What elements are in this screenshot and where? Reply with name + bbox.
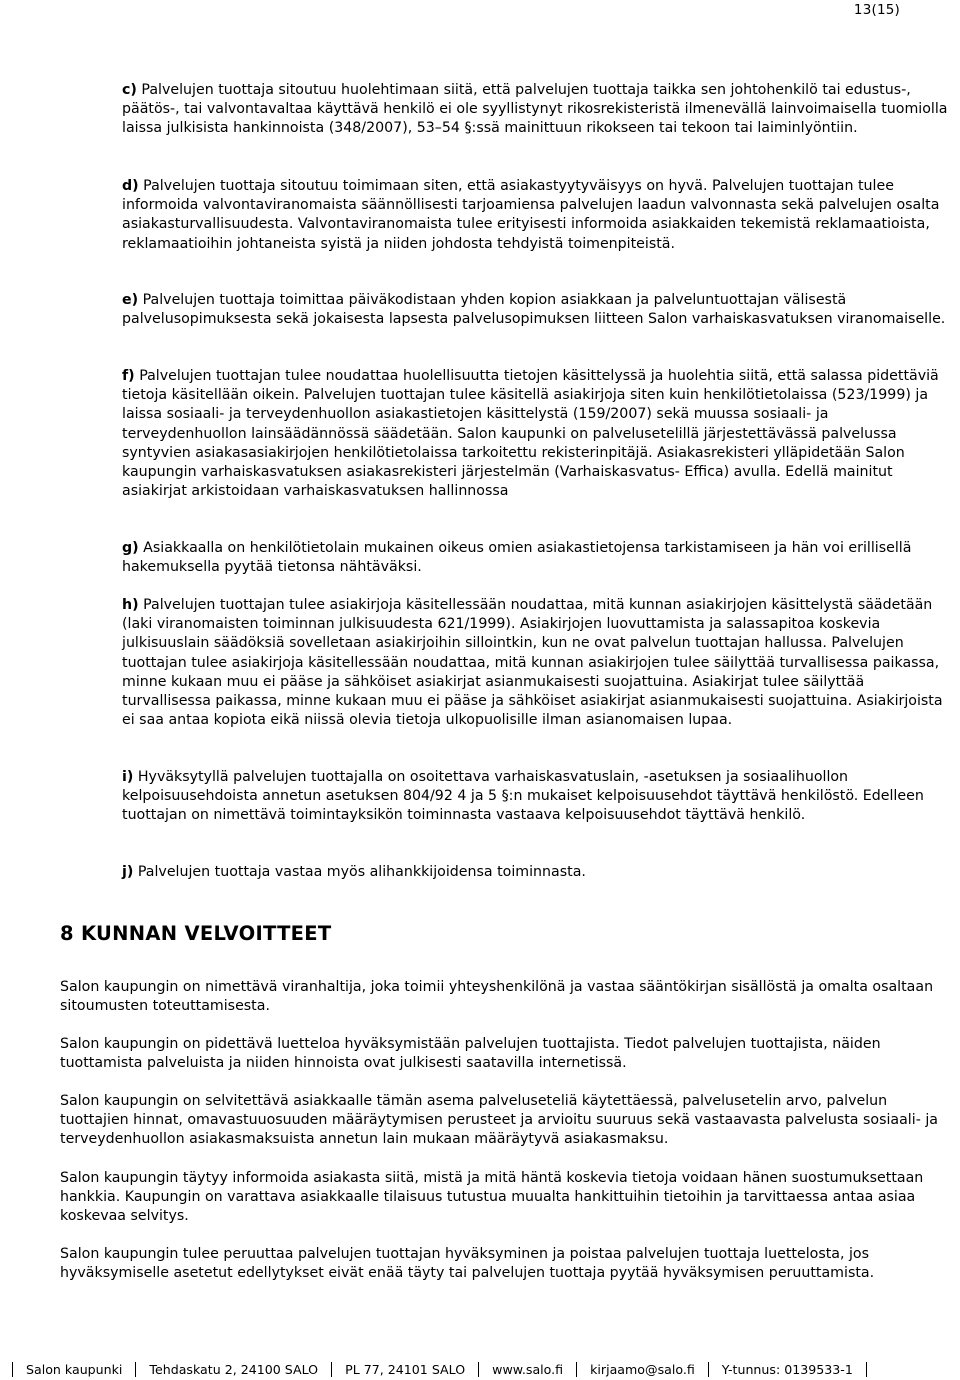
item-label: f)	[122, 368, 135, 384]
section-paragraph: Salon kaupungin täytyy informoida asiakasta siitä, mistä ja mitä häntä koskevia tietoja voidaan hänen suostumuksettaan hankkia. Kaupungin on varattava asiakkaalle tilaisuus tutustua muualta hankittuihin tietoihin ja tarvittaessa antaa asiaa koskevaa selvitys.	[60, 1170, 924, 1225]
section-paragraph: Salon kaupungin tulee peruuttaa palvelujen tuottajan hyväksyminen ja poistaa palvelujen tuottaja luettelosta, jos hyväksymiselle asetetut edellytykset eivät enää täyty tai palvelujen tuottaja pyytää hyväksymisen peruuttamista.	[60, 1246, 875, 1282]
item-label: j)	[122, 864, 134, 880]
item-text: Asiakkaalla on henkilötietolain mukainen oikeus omien asiakastietojensa tarkistamiseen ja hän voi erillisellä hakemuksella pyytää tietonsa nähtäväksi.	[122, 540, 912, 576]
section-heading: 8 KUNNAN VELVOITTEET	[60, 922, 332, 945]
item-text: Palvelujen tuottaja sitoutuu toimimaan siten, että asiakastyytyväisyys on hyvä. Palvelujen tuottajan tulee informoida valvontaviranomaista säännöllisesti tarjoamiensa palvelujen laadun valvonnasta sekä palvelujen osalta asiakasturvallisuudesta. Valvontaviranomaista tulee erityisesti informoida asiakkaiden tekemistä reklamaatioista, reklamaatioihin johtaneista syistä ja niiden johdosta tehdyistä toimenpiteistä.	[122, 178, 940, 252]
item-label: d)	[122, 178, 139, 194]
footer-divider	[866, 1362, 867, 1377]
item-text: Palvelujen tuottaja toimittaa päiväkodistaan yhden kopion asiakkaan ja palveluntuottajan välisestä palvelusopimuksesta sekä jokaisesta lapsesta palvelusopimuksen liitteen Salon varhaiskasvatuksen viranomaiselle.	[122, 292, 946, 328]
item-text: Hyväksytyllä palvelujen tuottajalla on osoitettava varhaiskasvatuslain, -asetuksen ja sosiaalihuollon kelpoisuusehdoista annetun asetuksen 804/92 4 ja 5 §:n mukaiset kelpoisuusehdot täyttävä henkilöstö. Edelleen tuottajan on nimettävä toimintayksikön toiminnasta vastaava kelpoisuusehdot täyttävä henkilö.	[122, 769, 924, 824]
item-text: Palvelujen tuottaja sitoutuu huolehtimaan siitä, että palvelujen tuottaja taikka sen johtohenkilö tai edustus-, päätös-, tai valvontavaltaa käyttävä henkilö ei ole syyllistynyt rikosrekisteristä ilmenevällä lainvoimaisella tuomiolla laissa julkisista hankinnoista (348/2007), 53–54 §:ssä mainittuun rikokseen tai tekoon tai laiminlyöntiin.	[122, 82, 948, 137]
item-label: e)	[122, 292, 139, 308]
item-e	[122, 291, 952, 329]
footer-divider	[331, 1362, 332, 1377]
item-d	[122, 177, 952, 254]
item-i	[122, 768, 952, 826]
page-footer	[0, 1358, 960, 1380]
footer-divider	[478, 1362, 479, 1377]
item-h	[122, 596, 952, 730]
footer-business-id: Y-tunnus: 0139533-1	[721, 1361, 853, 1377]
item-c	[122, 81, 952, 139]
footer-divider	[12, 1362, 13, 1377]
footer-website: www.salo.fi	[492, 1361, 564, 1377]
footer-divider	[708, 1362, 709, 1377]
item-label: h)	[122, 597, 139, 613]
item-label: g)	[122, 540, 139, 556]
item-g	[122, 539, 952, 577]
footer-divider	[135, 1362, 136, 1377]
footer-po-box: PL 77, 24101 SALO	[345, 1361, 466, 1377]
section-paragraph: Salon kaupungin on selvitettävä asiakkaalle tämän asema palveluseteliä käytettäessä, palvelusetelin arvo, palvelun tuottajien hinnat, omavastuuosuuden määräytymisen perusteet ja arvioitu suuruus sekä vastaavasta palvelusta sosiaali- ja terveydenhuollon asiakasmaksuista annetun lain mukaan määräytyvä asiakasmaksu.	[60, 1093, 938, 1148]
page-number: 13(15)	[853, 2, 900, 18]
item-f	[122, 367, 952, 501]
footer-street-address: Tehdaskatu 2, 24100 SALO	[149, 1361, 319, 1377]
section-paragraph: Salon kaupungin on nimettävä viranhaltija, joka toimii yhteyshenkilönä ja vastaa sääntökirjan sisällöstä ja omalta osaltaan sitoumusten toteuttamisesta.	[60, 979, 934, 1015]
item-label: c)	[122, 82, 137, 98]
footer-divider	[576, 1362, 577, 1377]
item-text: Palvelujen tuottajan tulee asiakirjoja käsitellessään noudattaa, mitä kunnan asiakirjojen käsittelystä säädetään (laki viranomaisten toiminnan julkisuudesta 621/1999). Asiakirjojen luovuttamista ja salassapitoa koskevia julkisuuslain säädöksiä sovelletaan asiakirjoihin sillointkin, kun ne ovat palvelun tuottajan hallussa. Palvelujen tuottajan tulee asiakirjoja käsitellessään noudattaa, mitä kunnan asiakirjojen tulee säilyttää turvallisessa paikassa, minne kukaan muu ei pääse ja sähköiset asiakirjat asianmukaisesti suojattuina. Asiakirjat tulee säilyttää turvallisessa paikassa, minne kukaan muu ei pääse ja sähköiset asiakirjat asianmukaisesti suojattuina. Asiakirjoista ei saa antaa kopiota eikä niissä olevia tietoja ulkopuolisille ilman asianomaisen lupaa.	[122, 597, 943, 729]
item-text: Palvelujen tuottajan tulee noudattaa huolellisuutta tietojen käsittelyssä ja huolehtia siitä, että salassa pidettäviä tietoja käsitellään oikein. Palvelujen tuottajan tulee käsitellä asiakirjoja siten kuin henkilötietolaissa (523/1999) ja laissa sosiaali- ja terveydenhuollon asiakastietojen käsittelystä (159/2007) sekä muussa sosiaali- ja terveydenhuollon lainsäädännössä säädetään. Salon kaupunki on palvelusetelillä järjestettävässä palvelussa syntyvien asiakasasiakirjojen henkilötietolaissa tarkoitettu rekisterinpitäjä. Asiakasrekisteri ylläpidetään Salon kaupungin varhaiskasvatuksen asiakasrekisteri järjestelmän (Varhaiskasvatus- Effica) avulla. Edellä mainitut asiakirjat arkistoidaan varhaiskasvatuksen hallinnossa	[122, 368, 939, 500]
section-paragraph: Salon kaupungin on pidettävä luetteloa hyväksymistään palvelujen tuottajista. Tiedot palvelujen tuottajista, näiden tuottamista palveluista ja niiden hinnoista ovat julkisesti saatavilla internetissä.	[60, 1036, 881, 1072]
item-j	[122, 863, 952, 882]
item-text: Palvelujen tuottaja vastaa myös alihankkijoidensa toiminnasta.	[137, 864, 586, 880]
item-label: i)	[122, 769, 134, 785]
footer-email: kirjaamo@salo.fi	[590, 1361, 695, 1377]
footer-city: Salon kaupunki	[26, 1361, 123, 1377]
